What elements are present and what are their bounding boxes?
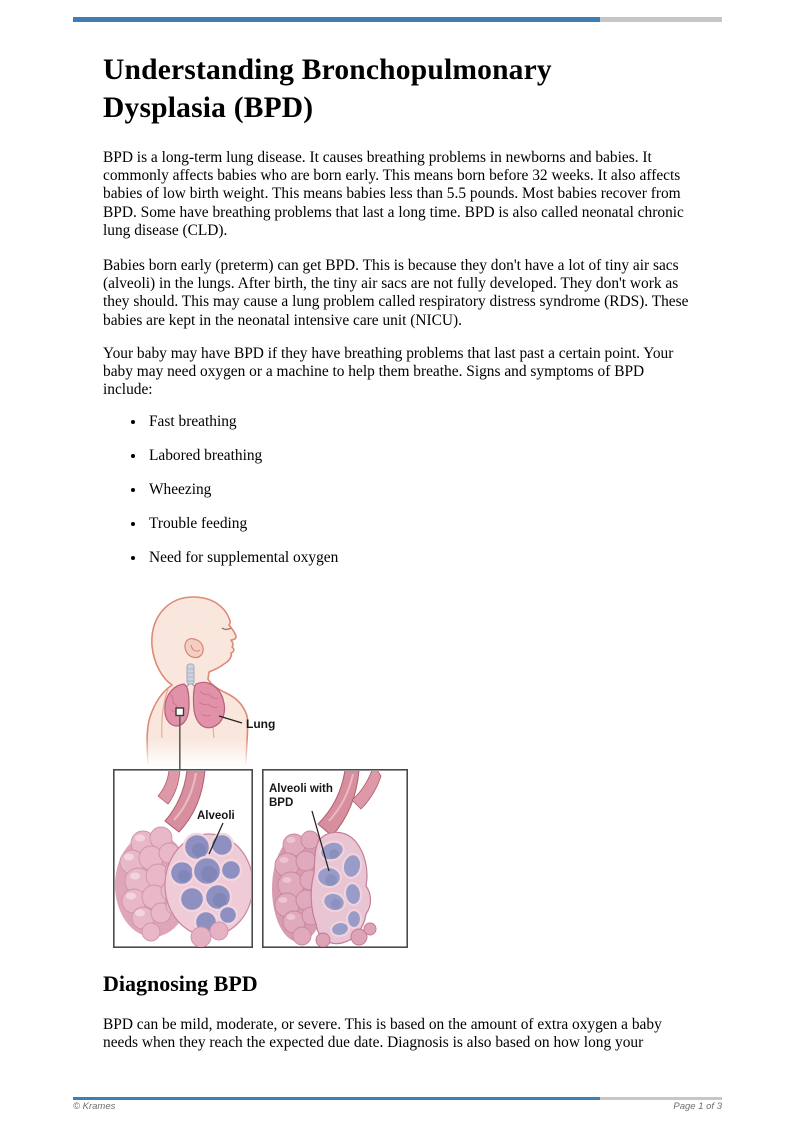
- alveoli-bpd-label-line2: BPD: [269, 797, 294, 809]
- footer: [73, 1101, 722, 1112]
- lung-zoom-marker: [176, 708, 184, 716]
- symptom-item: • Labored breathing: [146, 447, 338, 465]
- header-rule-blue-segment: [73, 17, 600, 22]
- lung-label: Lung: [246, 717, 276, 731]
- diagnosing-paragraph-1: BPD can be mild, moderate, or severe. This is based on the amount of extra oxygen a baby needs when they reach the expected due date. Diagnosis is also based on how long your: [103, 1016, 662, 1052]
- baby-figure: [133, 597, 258, 766]
- footer-rule: [73, 1097, 722, 1100]
- header-rule: [73, 17, 722, 22]
- alveoli-bpd-panel: [263, 770, 407, 947]
- symptoms-list: [103, 413, 338, 583]
- symptom-item: • Trouble feeding: [146, 515, 338, 533]
- alveoli-bpd-label-line1: Alveoli with: [269, 783, 333, 795]
- footer-rule-blue-segment: [73, 1097, 600, 1100]
- bpd-illustration-svg: [113, 588, 408, 949]
- symptom-item: • Fast breathing: [146, 413, 338, 431]
- footer-rule-gray-segment: [600, 1097, 722, 1100]
- footer-page-indicator: Page 1 of 3: [673, 1101, 722, 1112]
- header-rule-gray-segment: [600, 17, 722, 22]
- page-title-line1: Understanding Bronchopulmonary: [103, 54, 552, 86]
- symptom-item: • Need for supplemental oxygen: [146, 549, 338, 567]
- symptom-item: • Wheezing: [146, 481, 338, 499]
- alveoli-label: Alveoli: [197, 810, 235, 822]
- intro-paragraph-3: Your baby may have BPD if they have breathing problems that last past a certain point. Your baby may need oxygen or a machine to help them breathe. Signs and symptoms of BPD include:: [103, 345, 674, 399]
- alveoli-panel: [114, 770, 253, 947]
- section-heading-diagnosing-bpd: Diagnosing BPD: [103, 971, 258, 996]
- bpd-illustration: [113, 588, 408, 949]
- footer-copyright: © Krames: [73, 1101, 116, 1112]
- page-title: [103, 51, 552, 127]
- page-title-line2: Dysplasia (BPD): [103, 92, 314, 124]
- intro-paragraph-1: BPD is a long-term lung disease. It causes breathing problems in newborns and babies. It commonly affects babies who are born early. This means born before 32 weeks. It also affects babies of low birth weight. This means babies less than 5.5 pounds. Most babies recover from BPD. Some have breathing problems that last a long time. BPD is also called neonatal chronic lung disease (CLD).: [103, 149, 684, 239]
- intro-paragraph-2: Babies born early (preterm) can get BPD. This is because they don't have a lot of tiny air sacs (alveoli) in the lungs. After birth, the tiny air sacs are not fully developed. They don't work as they should. This may cause a lung problem called respiratory distress syndrome (RDS). These babies are kept in the neonatal intensive care unit (NICU).: [103, 257, 689, 329]
